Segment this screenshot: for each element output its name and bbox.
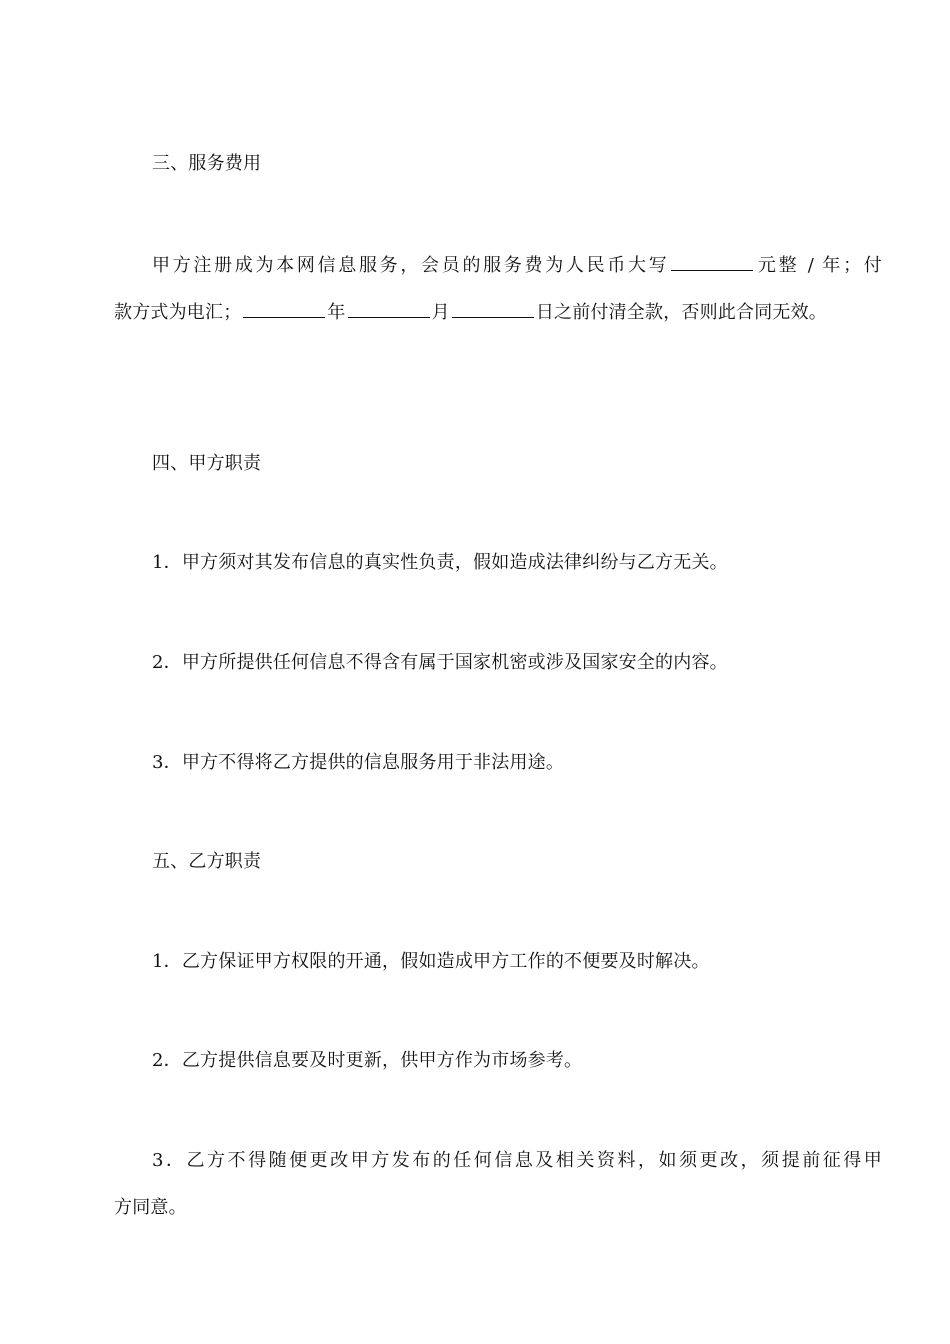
month-label: 月 bbox=[431, 302, 450, 323]
section-5-item-2: 2．乙方提供信息要及时更新，供甲方作为市场参考。 bbox=[152, 1050, 583, 1071]
section-5-item-1: 1．乙方保证甲方权限的开通，假如造成甲方工作的不便要及时解决。 bbox=[152, 951, 710, 972]
section-5-item-3-line-1: 3．乙方不得随便更改甲方发布的任何信息及相关资料，如须更改，须提前征得甲 bbox=[152, 1150, 882, 1171]
section-4-item-3: 3．甲方不得将乙方提供的信息服务用于非法用途。 bbox=[152, 752, 565, 773]
fee-amount-blank[interactable] bbox=[671, 254, 753, 271]
year-blank[interactable] bbox=[243, 301, 325, 318]
payment-deadline-text: 日之前付清全款，否则此合同无效。 bbox=[535, 302, 828, 323]
section-3-heading: 三、服务费用 bbox=[152, 153, 262, 174]
section-4-heading: 四、甲方职责 bbox=[152, 453, 262, 474]
year-label: 年 bbox=[327, 302, 346, 323]
day-blank[interactable] bbox=[452, 301, 534, 318]
section-3-paragraph-line-1 bbox=[114, 254, 882, 278]
section-4-item-2: 2．甲方所提供任何信息不得含有属于国家机密或涉及国家安全的内容。 bbox=[152, 652, 728, 673]
section-5-heading: 五、乙方职责 bbox=[152, 851, 262, 872]
fee-text-start: 甲方注册成为本网信息服务，会员的服务费为人民币大写 bbox=[152, 255, 670, 276]
section-4-item-1: 1．甲方须对其发布信息的真实性负责，假如造成法律纠纷与乙方无关。 bbox=[152, 552, 728, 573]
section-5-item-3-line-2: 方同意。 bbox=[114, 1197, 187, 1218]
fee-text-end: 元整 / 年；付 bbox=[755, 255, 883, 276]
payment-method-text: 款方式为电汇； bbox=[114, 302, 242, 323]
section-3-paragraph-line-2 bbox=[114, 301, 844, 325]
month-blank[interactable] bbox=[348, 301, 430, 318]
